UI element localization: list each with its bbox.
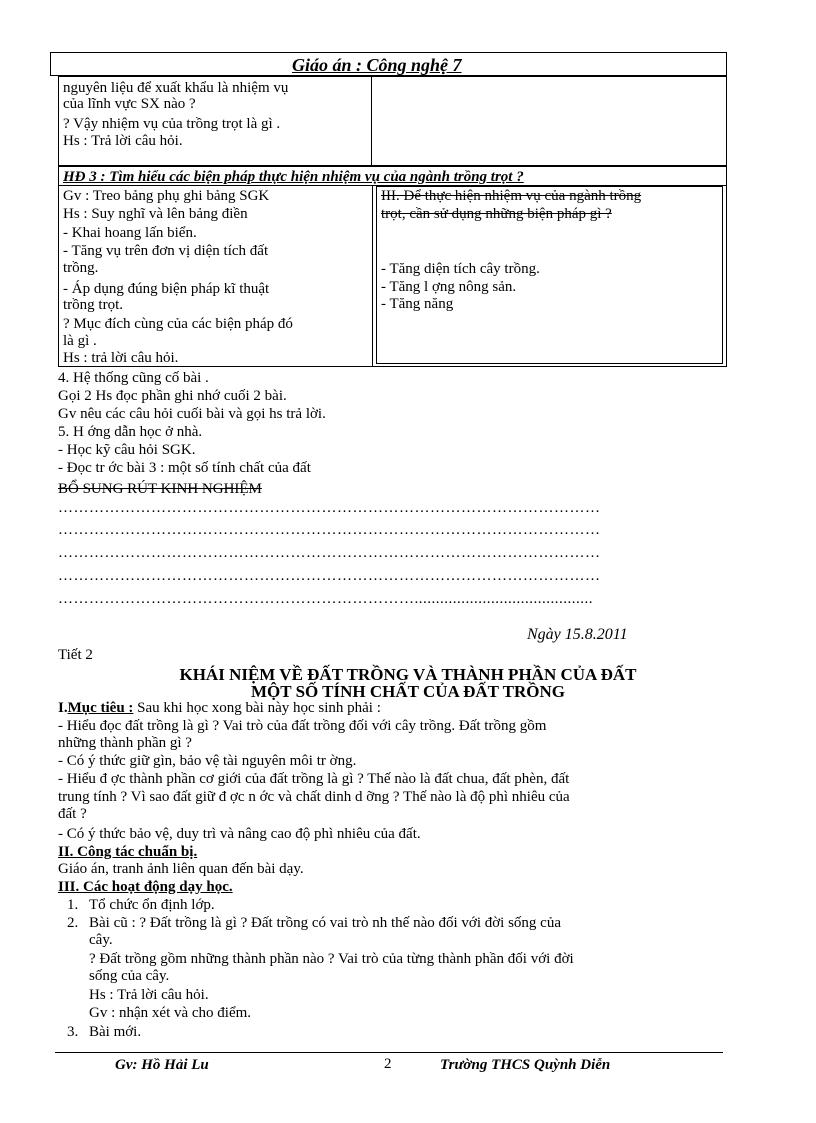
table1-left-line: Hs : Trả lời câu hỏi. (63, 133, 183, 149)
list-item-number: 3. (67, 1024, 79, 1040)
list-item-number: 1. (67, 897, 79, 913)
header-title: Giáo án : Công nghệ 7 (292, 55, 462, 75)
hd3-left-line: - Khai hoang lấn biển. (63, 225, 197, 241)
consolidation-line: 5. H ớng dẫn học ở nhà. (58, 424, 203, 440)
section1-number: I. (58, 700, 68, 716)
review-heading: BỔ SUNG RÚT KINH NGHIỆM (58, 481, 262, 497)
dotted-line: …………………………………………………………………………………………… (58, 522, 601, 538)
date: Ngày 15.8.2011 (527, 626, 628, 643)
section3-heading: III. Các hoạt động dạy học. (58, 879, 233, 895)
hd3-right-line: III. Để thực hiện nhiệm vụ của ngành trồng (381, 188, 642, 204)
page-number: 2 (384, 1056, 392, 1072)
hd3-left-line: Gv : Treo bảng phụ ghi bảng SGK (63, 188, 270, 204)
hd3-left-line: trồng trọt. (63, 297, 123, 313)
dotted-line: …………………………………………………………………………………………… (58, 545, 601, 561)
section1-line: - Hiểu đọc đất trồng là gì ? Vai trò của đất trồng đối với cây trồng. Đất trồng gồm (58, 718, 547, 734)
list-item-text: cây. (89, 932, 113, 948)
hd3-left-line: Hs : trả lời câu hỏi. (63, 350, 179, 366)
hd3-right-line: - Tăng diện tích cây trồng. (381, 261, 540, 277)
list-item-text: Hs : Trả lời câu hỏi. (89, 987, 209, 1003)
consolidation-line: Gọi 2 Hs đọc phần ghi nhớ cuối 2 bài. (58, 388, 287, 404)
dotted-line: …………………………………………………………….......................................... (58, 591, 593, 607)
list-item-number: 2. (67, 915, 79, 931)
list-item-text: Bài cũ : ? Đất trồng là gì ? Đất trồng có vai trò nh thế nào đối với đời sống của (89, 915, 562, 931)
hd3-divider (372, 185, 373, 367)
hd3-left-line: là gì . (63, 333, 97, 349)
dotted-line: …………………………………………………………………………………………… (58, 568, 601, 584)
section1-heading (58, 700, 381, 716)
footer-rule (55, 1052, 723, 1053)
consolidation-line: 4. Hệ thống cũng cố bài . (58, 370, 209, 386)
hd3-left-line: ? Mục đích cùng của các biện pháp đó (63, 316, 293, 332)
lesson-title-1: KHÁI NIỆM VỀ ĐẤT TRỒNG VÀ THÀNH PHẦN CỦA ĐẤT (179, 665, 637, 684)
footer-school: Trường THCS Quỳnh Diễn (440, 1057, 611, 1073)
dotted-line: …………………………………………………………………………………………… (58, 500, 601, 516)
section1-intro: Sau khi học xong bài này học sinh phải : (137, 700, 381, 716)
list-item-text: Gv : nhận xét và cho điểm. (89, 1005, 252, 1021)
hd3-right-line: trọt, cần sử dụng những biện pháp gì ? (381, 206, 612, 222)
consolidation-line: - Học kỹ câu hỏi SGK. (58, 442, 196, 458)
hd3-left-line: Hs : Suy nghĩ và lên bảng điền (63, 206, 248, 222)
section1-line: - Có ý thức giữ gìn, bảo vệ tài nguyên môi tr ờng. (58, 753, 357, 769)
hd3-right-line: - Tăng l ợng nông sản. (381, 279, 517, 295)
table1-left-line: nguyên liệu để xuất khẩu là nhiệm vụ (63, 80, 289, 96)
lesson-title-2: MỘT SỐ TÍNH CHẤT CỦA ĐẤT TRỒNG (251, 682, 565, 701)
section1-line: - Có ý thức bảo vệ, duy trì và nâng cao độ phì nhiêu của đất. (58, 826, 421, 842)
section1-line: trung tính ? Vì sao đất giữ đ ợc n ớc và chất dinh d ỡng ? Thế nào là độ phì nhiêu của (58, 789, 570, 805)
hd3-left-line: trồng. (63, 260, 99, 276)
list-item-text: sống của cây. (89, 968, 170, 984)
section1-line: những thành phần gì ? (58, 735, 192, 751)
table1-divider (371, 76, 372, 166)
hd3-left-line: - Tăng vụ trên đơn vị diện tích đất (63, 243, 269, 259)
section2-heading: II. Công tác chuẩn bị. (58, 844, 198, 860)
consolidation-line: Gv nêu các câu hỏi cuối bài và gọi hs trả lời. (58, 406, 326, 422)
section1-line: - Hiểu đ ợc thành phần cơ giới của đất trồng là gì ? Thế nào là đất chua, đất phèn, đất (58, 771, 570, 787)
section1-line: đất ? (58, 806, 87, 822)
hd3-left-line: - Áp dụng đúng biện pháp kĩ thuật (63, 281, 270, 297)
section1-title: Mục tiêu : (67, 700, 134, 716)
section2-line: Giáo án, tranh ảnh liên quan đến bài dạy. (58, 861, 304, 877)
table1-left-line: ? Vậy nhiệm vụ của trồng trọt là gì . (63, 116, 281, 132)
footer-author: Gv: Hồ Hải Lu (115, 1057, 209, 1073)
consolidation-line: - Đọc tr ớc bài 3 : một số tính chất của đất (58, 460, 311, 476)
list-item-text: ? Đất trồng gồm những thành phần nào ? Vai trò của từng thành phần đối với đời (89, 951, 574, 967)
lesson-number: Tiết 2 (58, 647, 93, 663)
table1-left-line: của lĩnh vực SX nào ? (63, 96, 196, 112)
list-item-text: Tổ chức ổn định lớp. (89, 897, 215, 913)
hd3-right-line: - Tăng năng (381, 296, 454, 312)
list-item-text: Bài mới. (89, 1024, 142, 1040)
hd3-title: HĐ 3 : Tìm hiểu các biện pháp thực hiện nhiệm vụ của ngành trồng trọt ? (63, 169, 524, 185)
